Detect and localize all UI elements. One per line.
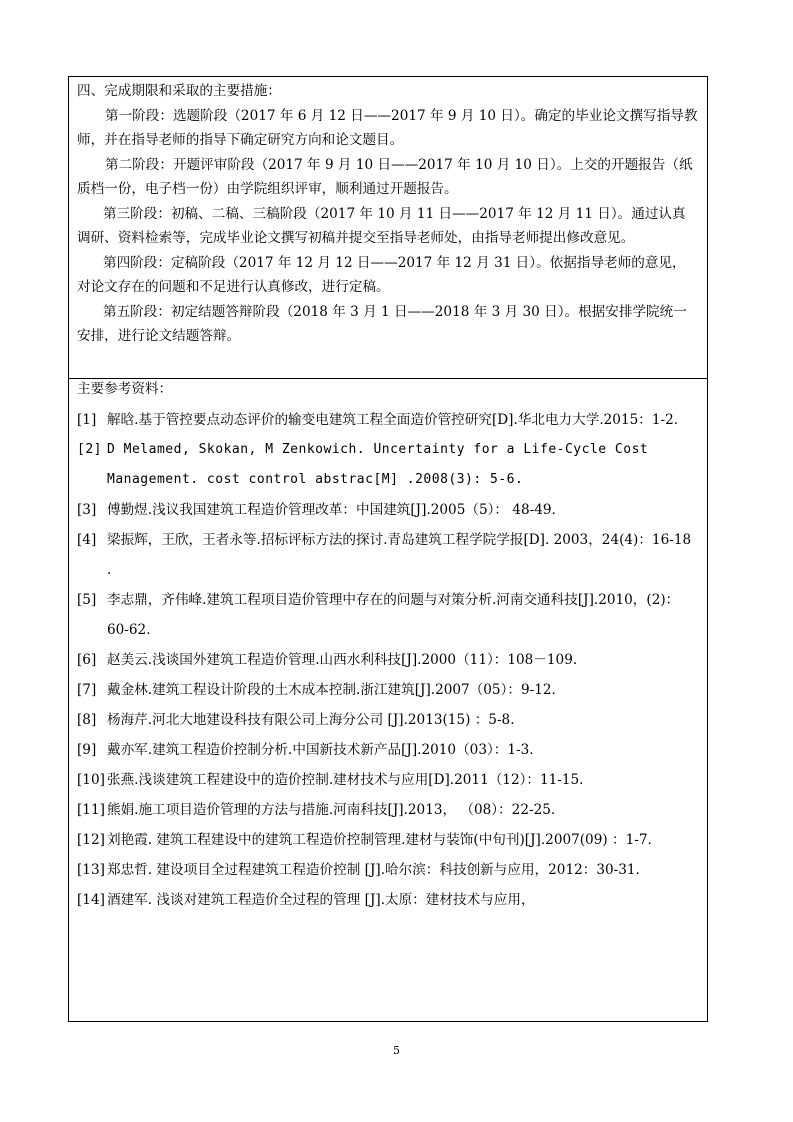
reference-number: [1] [77, 412, 97, 428]
reference-text: 刘艳霞. 建筑工程建设中的建筑工程造价控制管理.建材与装饰(中旬刊)[J].2007(09) ：1-7. [107, 832, 652, 848]
schedule-heading: 四、完成期限和采取的主要措施： [77, 83, 281, 99]
reference-number: [6] [77, 652, 97, 668]
stage-4-paragraph: 第四阶段：定稿阶段（2017 年 12 月 12 日——2017 年 12 月 31 日）。依据指导老师的意见，对论文存在的问题和不足进行认真修改，进行定稿。 [77, 254, 686, 295]
reference-number: [12] [77, 832, 105, 848]
reference-list [77, 405, 699, 915]
references-section [69, 379, 707, 915]
reference-text: 傅勤煜.浅议我国建筑工程造价管理改革：中国建筑[J].2005（5）： 48-49. [107, 502, 556, 518]
reference-number: [3] [77, 502, 97, 518]
references-heading: 主要参考资料： [77, 381, 173, 397]
reference-item [77, 525, 699, 585]
reference-text: 赵美云.浅谈国外建筑工程造价管理.山西水利科技[J].2000（11）：108－109. [107, 652, 578, 668]
reference-number: [5] [77, 592, 97, 608]
page-number: 5 [393, 1044, 400, 1057]
form-table [68, 76, 708, 1022]
reference-number: [14] [77, 892, 105, 908]
reference-item [77, 735, 699, 765]
reference-item [77, 675, 699, 705]
reference-item [77, 585, 699, 645]
stage-1-paragraph: 第一阶段：选题阶段（2017 年 6 月 12 日——2017 年 9 月 10 日）。确定的毕业论文撰写指导教师，并在指导老师的指导下确定研究方向和论文题目。 [77, 107, 698, 148]
reference-text: 戴亦军.建筑工程造价控制分析.中国新技术新产品[J].2010（03）：1-3. [107, 742, 534, 758]
reference-text: 酒建军. 浅谈对建筑工程造价全过程的管理 [J].太原：建材技术与应用， [107, 892, 535, 908]
reference-text: 熊娟.施工项目造价管理的方法与措施.河南科技[J].2013， （08）：22-25. [107, 802, 556, 818]
reference-item [77, 435, 699, 495]
reference-number: [11] [77, 802, 105, 818]
reference-text: 杨海芹.河北大地建设科技有限公司上海分公司 [J].2013(15) ：5-8. [107, 712, 515, 728]
reference-item [77, 885, 699, 915]
reference-item [77, 405, 699, 435]
reference-text: 张燕.浅谈建筑工程建设中的造价控制.建材技术与应用[D].2011（12）：11-15. [107, 772, 584, 788]
schedule-section [69, 77, 707, 379]
reference-text: 戴金林.建筑工程设计阶段的土木成本控制.浙江建筑[J].2007（05）：9-12. [107, 682, 556, 698]
reference-text: 梁振辉，王欣，王者永等.招标评标方法的探讨.青岛建筑工程学院学报[D]. 2003，24(4)：16-18 . [107, 532, 692, 578]
reference-number: [8] [77, 712, 97, 728]
reference-number: [2] [77, 442, 102, 457]
reference-item [77, 795, 699, 825]
reference-item [77, 645, 699, 675]
reference-text: 郑忠哲. 建设项目全过程建筑工程造价控制 [J].哈尔滨：科技创新与应用，2012：30-31. [107, 862, 640, 878]
reference-item [77, 495, 699, 525]
reference-text: 李志鼎，齐伟峰.建筑工程项目造价管理中存在的问题与对策分析.河南交通科技[J].2010，(2)：60-62. [107, 592, 680, 638]
reference-item [77, 855, 699, 885]
reference-text: 解晗.基于管控要点动态评价的输变电建筑工程全面造价管控研究[D].华北电力大学.2015：1-2. [107, 412, 679, 428]
reference-number: [10] [77, 772, 105, 788]
reference-number: [4] [77, 532, 97, 548]
stage-2-paragraph: 第二阶段：开题评审阶段（2017 年 9 月 10 日——2017 年 10 月 10 日）。上交的开题报告（纸质档一份，电子档一份）由学院组织评审，顺利通过开题报告。 [77, 156, 693, 197]
reference-number: [7] [77, 682, 97, 698]
reference-item [77, 705, 699, 735]
reference-item [77, 825, 699, 855]
stage-3-paragraph: 第三阶段：初稿、二稿、三稿阶段（2017 年 10 月 11 日——2017 年 12 月 11 日）。通过认真调研、资料检索等，完成毕业论文撰写初稿并提交至指导老师处，由指导老师提出修改意见。 [77, 205, 686, 246]
stage-5-paragraph: 第五阶段：初定结题答辩阶段（2018 年 3 月 1 日——2018 年 3 月 30 日）。根据安排学院统一安排，进行论文结题答辩。 [77, 303, 687, 344]
reference-item [77, 765, 699, 795]
reference-text: D Melamed, Skokan, M Zenkowich. Uncertainty for a Life-Cycle Cost Management. cost control abstrac[M] .2008(3): 5-6. [107, 442, 649, 487]
reference-number: [9] [77, 742, 97, 758]
reference-number: [13] [77, 862, 105, 878]
